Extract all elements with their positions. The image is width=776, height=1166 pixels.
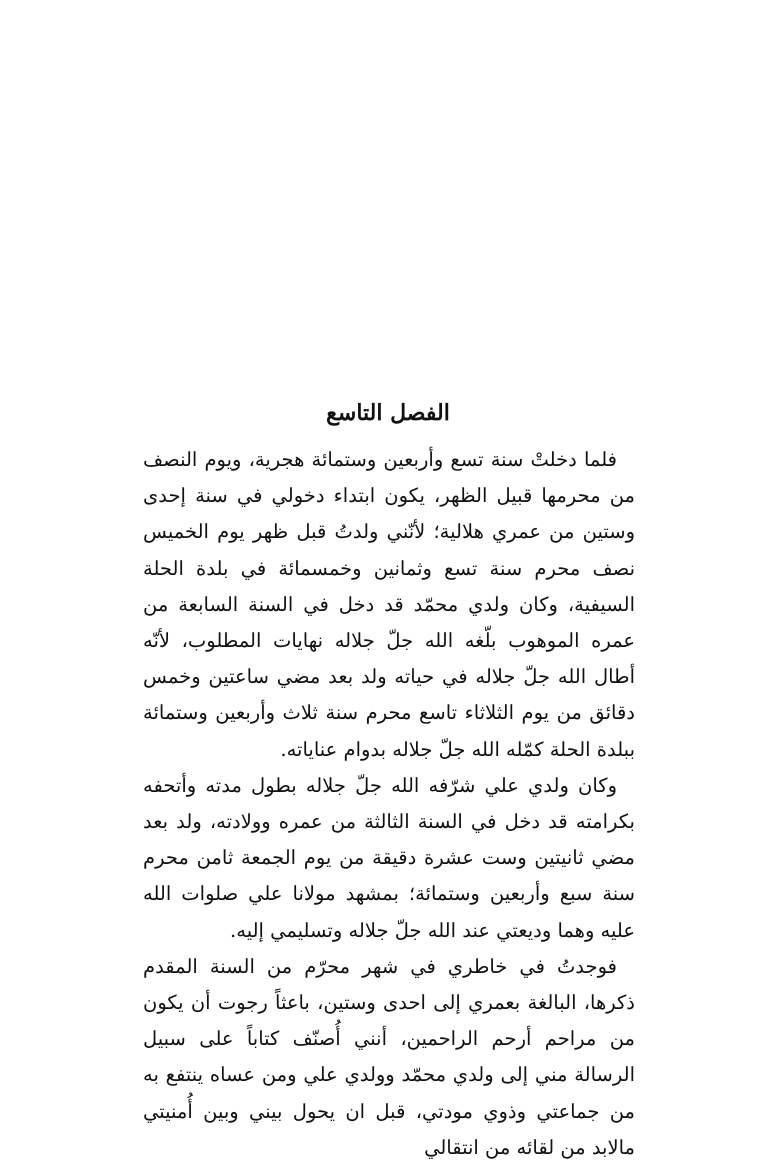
- chapter-body: [143, 442, 635, 1166]
- paragraph-2: وكان ولدي علي شرّفه الله جلّ جلاله بطول مدته وأتحفه بكرامته قد دخل في السنة الثالثة من عمره وولادته، ولد بعد مضي ثانيتين وست عشرة دقيقة من يوم الجمعة ثامن محرم سنة سبع وأربعين وستمائة؛ بمشهد مولانا علي صلوات الله عليه وهما وديعتي عند الله جلّ جلاله وتسليمي إليه.: [143, 773, 635, 942]
- paragraph-3: فوجدتُ في خاطري في شهر محرّم من السنة المقدم ذكرها، البالغة بعمري إلى احدى وستين، باعثاً رجوت أن يكون من مراحم أرحم الراحمين، أنني أُصنّف كتاباً على سبيل الرسالة مني إلى ولدي محمّد وولدي علي ومن عساه ينتفع به من جماعتي وذوي مودتي، قبل ان يحول بيني وبين أُمنيتي مالابد من لقائه من انتقالي: [143, 954, 635, 1159]
- chapter-title: الفصل التاسع: [326, 400, 450, 426]
- paragraph-1: فلما دخلتْ سنة تسع وأربعين وستمائة هجرية، ويوم النصف من محرمها قبيل الظهر، يكون ابتداء دخولي في سنة إحدى وستين من عمري هلالية؛ لأنّني ولدتُ قبل ظهر يوم الخميس نصف محرم سنة تسع وثمانين وخمسمائة في بلدة الحلة السيفية، وكان ولدي محمّد قد دخل في السنة السابعة من عمره الموهوب بلّغه الله جلّ جلاله نهايات المطلوب، لأنّه أطال الله جلّ جلاله في حياته ولد بعد مضي ساعتين وخمس دقائق من يوم الثلاثاء تاسع محرم سنة ثلاث وأربعين وستمائة ببلدة الحلة كمّله الله جلّ جلاله بدوام عناياته.: [143, 448, 635, 761]
